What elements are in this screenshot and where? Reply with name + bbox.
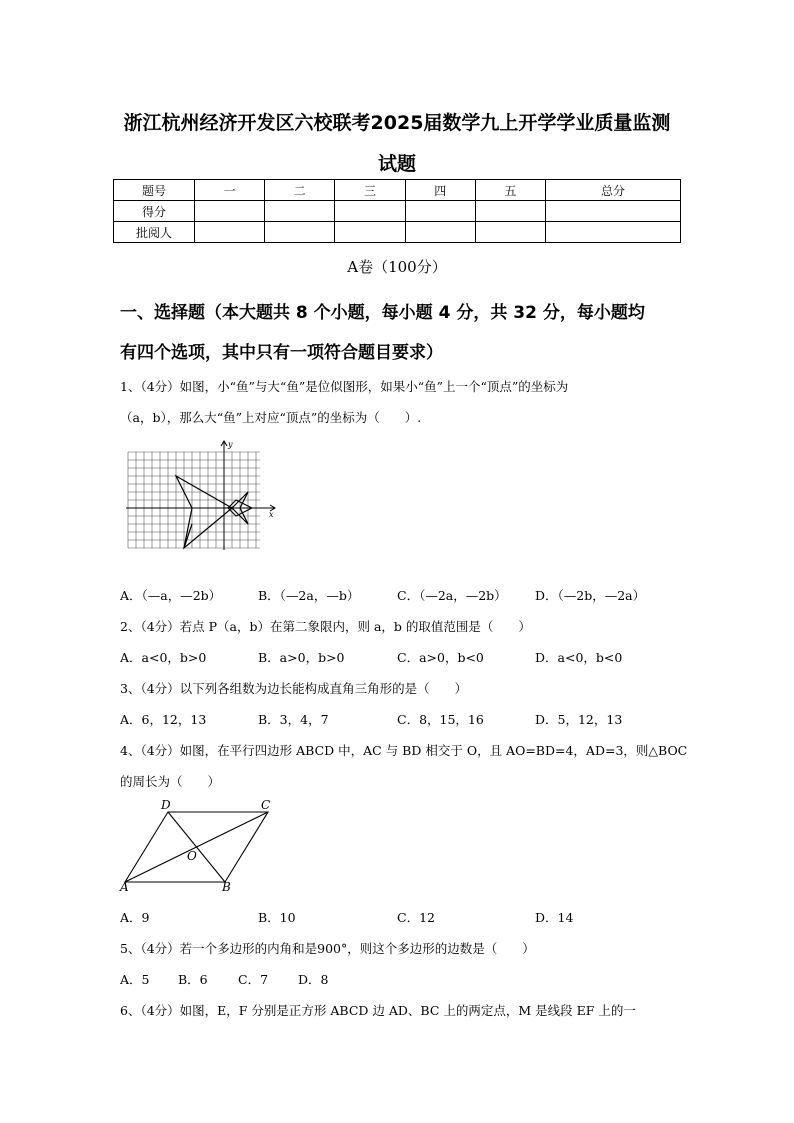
score-cell[interactable] xyxy=(546,201,681,222)
reviewer-cell[interactable] xyxy=(546,222,681,243)
vertex-label-c: C xyxy=(261,798,271,812)
score-table xyxy=(113,179,681,243)
question-4-option-b: B．10 xyxy=(258,910,296,925)
reviewer-cell[interactable] xyxy=(195,222,265,243)
section-heading-line1: 一、选择题（本大题共 8 个小题，每小题 4 分，共 32 分，每小题均 xyxy=(120,303,645,323)
question-4-option-c: C．12 xyxy=(397,910,435,925)
reviewer-cell[interactable] xyxy=(265,222,335,243)
fish-y-axis-label: y xyxy=(228,440,233,449)
question-5-text: 5、（4分）若一个多边形的内角和是900°，则这个多边形的边数是（ ） xyxy=(120,941,535,956)
score-header-cell: 题号 xyxy=(114,180,195,201)
question-5-option-a: A．5 xyxy=(120,972,150,987)
question-3-option-b: B．3，4，7 xyxy=(258,712,329,727)
question-3-option-d: D．5，12，13 xyxy=(535,712,623,727)
question-3-text: 3、（4分）以下列各组数为边长能构成直角三角形的是（ ） xyxy=(120,681,468,696)
question-2-text: 2、（4分）若点 P（a，b）在第二象限内，则 a，b 的取值范围是（ ） xyxy=(120,619,531,634)
question-4-option-a: A．9 xyxy=(120,910,150,925)
score-header-cell: 二 xyxy=(265,180,335,201)
reviewer-cell[interactable] xyxy=(405,222,475,243)
question-3-option-a: A．6，12，13 xyxy=(120,712,207,727)
score-header-cell: 三 xyxy=(335,180,405,201)
question-2-option-b: B．a>0，b>0 xyxy=(258,650,345,665)
question-6-text: 6、（4分）如图，E，F 分别是正方形 ABCD 边 AD、BC 上的两定点，M 是线段 EF 上的一 xyxy=(120,1003,636,1018)
question-5-option-d: D．8 xyxy=(298,972,329,987)
vertex-label-a: A xyxy=(120,880,129,892)
score-row-label: 得分 xyxy=(114,201,195,222)
vertex-label-b: B xyxy=(222,880,231,892)
doc-title-line1: 浙江杭州经济开发区六校联考2025届数学九上开学学业质量监测 xyxy=(123,112,671,134)
question-2-option-d: D．a<0，b<0 xyxy=(535,650,623,665)
fish-figure xyxy=(124,438,280,556)
question-4-text: 4、（4分）如图，在平行四边形 ABCD 中，AC 与 BD 相交于 O，且 AO=BD=4，AD=3，则△BOC xyxy=(120,743,688,758)
question-1-option-b: B．（—2a，—b） xyxy=(258,588,360,603)
section-heading-line2: 有四个选项，其中只有一项符合题目要求） xyxy=(120,343,443,363)
question-1-option-a: A．（—a，—2b） xyxy=(120,588,222,603)
reviewer-cell[interactable] xyxy=(335,222,405,243)
reviewer-row-label: 批阅人 xyxy=(114,222,195,243)
question-1-text-cont: （a，b），那么大“鱼”上对应“顶点”的坐标为（ ）. xyxy=(120,410,422,425)
score-cell[interactable] xyxy=(195,201,265,222)
question-3-option-c: C．8，15，16 xyxy=(397,712,484,727)
doc-title-line2: 试题 xyxy=(377,153,416,175)
volume-label: A卷（100分） xyxy=(347,258,447,276)
question-2-option-c: C．a>0，b<0 xyxy=(397,650,484,665)
score-table-header-row xyxy=(114,180,681,201)
score-cell[interactable] xyxy=(405,201,475,222)
question-4-text-cont: 的周长为（ ） xyxy=(120,774,221,789)
score-header-cell: 总分 xyxy=(546,180,681,201)
question-1-option-c: C．（—2a，—2b） xyxy=(397,588,507,603)
fish-x-axis-label: x xyxy=(269,510,274,519)
reviewer-cell[interactable] xyxy=(475,222,545,243)
score-cell[interactable] xyxy=(265,201,335,222)
score-cell[interactable] xyxy=(475,201,545,222)
question-5-option-b: B．6 xyxy=(178,972,208,987)
vertex-label-d: D xyxy=(161,798,171,812)
score-header-cell: 四 xyxy=(405,180,475,201)
parallelogram-figure xyxy=(118,798,278,892)
vertex-label-o: O xyxy=(187,849,197,863)
score-header-cell: 五 xyxy=(475,180,545,201)
question-4-option-d: D．14 xyxy=(535,910,574,925)
question-1-text: 1、（4分）如图，小“鱼”与大“鱼”是位似图形，如果小“鱼”上一个“顶点”的坐标为 xyxy=(120,379,569,394)
score-row xyxy=(114,201,681,222)
score-cell[interactable] xyxy=(335,201,405,222)
reviewer-row xyxy=(114,222,681,243)
question-5-option-c: C．7 xyxy=(238,972,269,987)
score-header-cell: 一 xyxy=(195,180,265,201)
question-1-option-d: D．（—2b，—2a） xyxy=(535,588,646,603)
question-2-option-a: A．a<0，b>0 xyxy=(120,650,207,665)
